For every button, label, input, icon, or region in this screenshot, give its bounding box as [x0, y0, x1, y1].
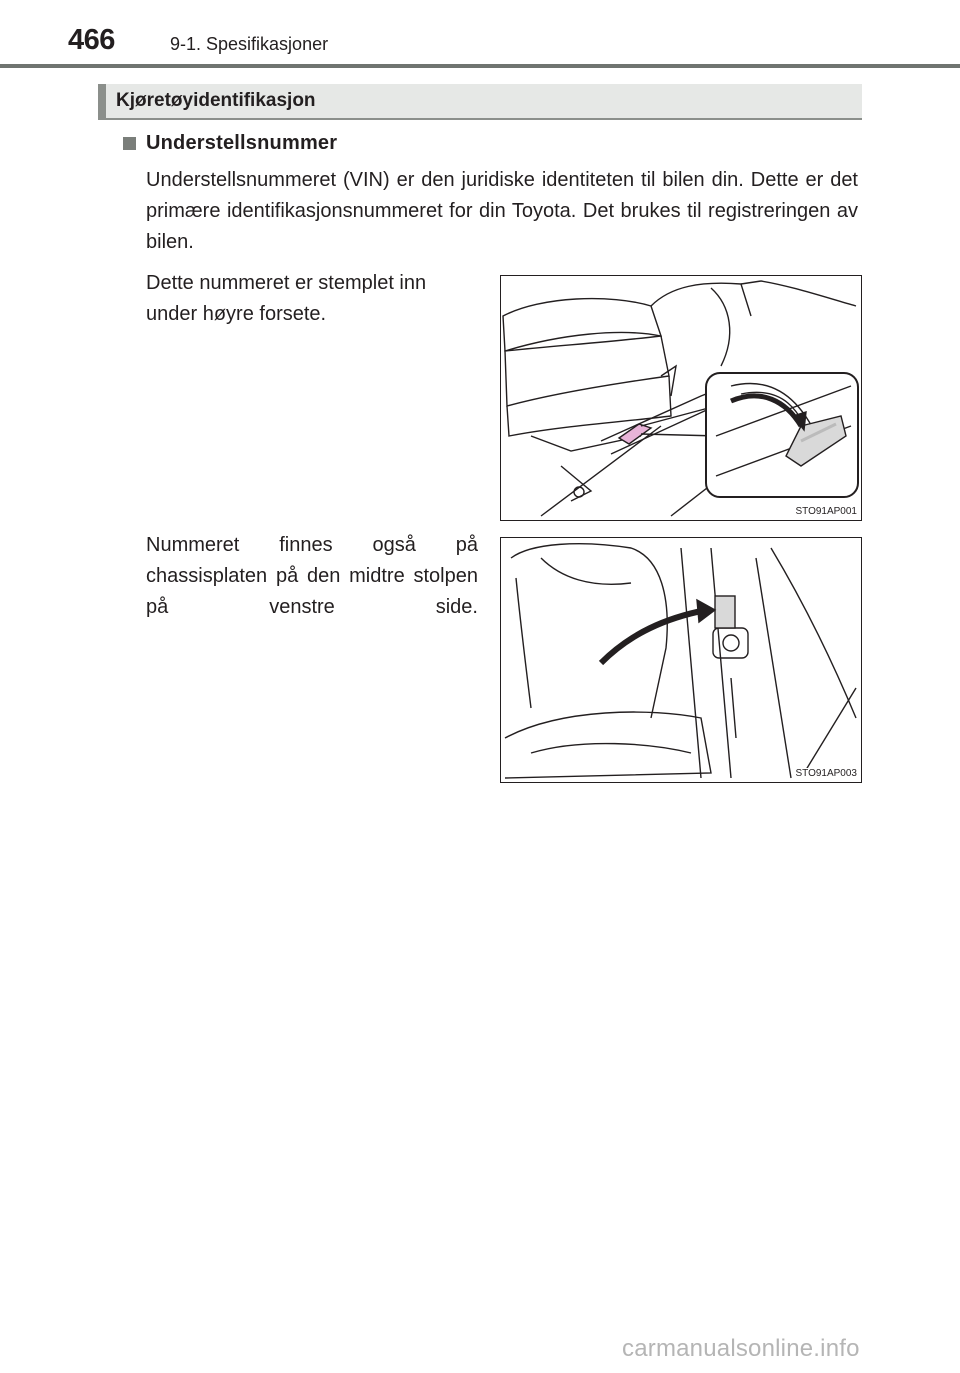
- figure-front-seat-vin: [500, 275, 862, 521]
- figure-2-code: STO91AP003: [795, 768, 857, 779]
- section-heading-title: Kjøretøyidentifikasjon: [116, 90, 316, 111]
- chapter-title: 9-1. Spesifikasjoner: [170, 34, 329, 54]
- page-number: 466: [68, 24, 115, 56]
- front-seat-illustration: [501, 276, 862, 521]
- vin-location-seat-paragraph: Dette nummeret er stemplet inn under høyre forsete.: [146, 272, 427, 325]
- section-heading-bar: [98, 84, 862, 120]
- figure-1-code: STO91AP001: [795, 506, 857, 517]
- footer-watermark: carmanualsonline.info: [622, 1335, 860, 1362]
- center-pillar-illustration: [501, 538, 862, 783]
- header-divider: [0, 64, 960, 68]
- section-heading-accent: [98, 84, 106, 118]
- figure-center-pillar-vin: [500, 537, 862, 783]
- vin-location-pillar-paragraph: Nummeret finnes også på chassisplaten på den midtre stolpen på venstre side.: [146, 534, 478, 618]
- vin-description-paragraph: Understellsnummeret (VIN) er den juridiske identiteten til bilen din. Dette er det primære identifikasjonsnummeret for din Toyota. Det brukes til registreringen av bilen.: [146, 169, 858, 253]
- square-bullet-icon: [123, 137, 136, 150]
- subsection-title: Understellsnummer: [146, 132, 338, 154]
